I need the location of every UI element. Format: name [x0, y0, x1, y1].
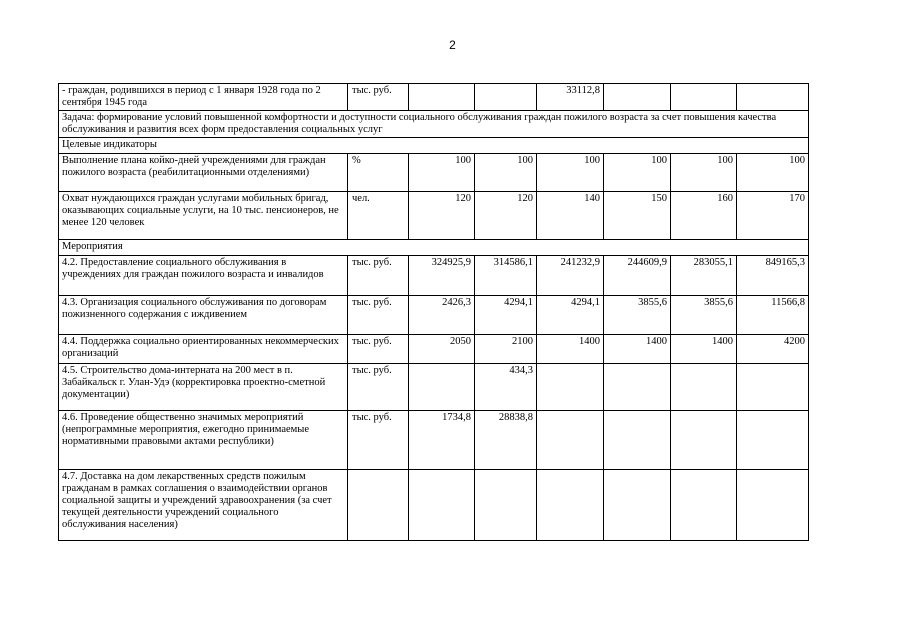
row-unit: чел. — [348, 192, 409, 240]
value-cell: 849165,3 — [737, 256, 809, 296]
value-cell: 28838,8 — [475, 411, 537, 470]
row-label: 4.7. Доставка на дом лекарственных средств пожилым гражданам в рамках соглашения о взаимодействии органов социальной защиты и учреждений здравоохранения (за счет текущей деятельности учреждений социального обслуживания населения) — [59, 470, 348, 541]
value-cell: 100 — [537, 154, 604, 192]
value-cell — [604, 364, 671, 411]
value-cell: 1400 — [537, 335, 604, 364]
row-label: 4.6. Проведение общественно значимых мероприятий (непрограммные мероприятия, ежегодно принимаемые нормативными правовыми актами республики) — [59, 411, 348, 470]
value-cell: 120 — [475, 192, 537, 240]
value-cell — [737, 364, 809, 411]
value-cell — [409, 470, 475, 541]
row-label: Выполнение плана койко-дней учреждениями для граждан пожилого возраста (реабилитационными отделениями) — [59, 154, 348, 192]
table-row — [59, 84, 809, 111]
program-table — [58, 83, 809, 541]
value-cell — [537, 470, 604, 541]
value-cell: 1400 — [604, 335, 671, 364]
row-label: 4.3. Организация социального обслуживания по договорам пожизненного содержания с иждивением — [59, 296, 348, 335]
row-unit: тыс. руб. — [348, 84, 409, 111]
row-label: 4.2. Предоставление социального обслуживания в учреждениях для граждан пожилого возраста и инвалидов — [59, 256, 348, 296]
value-cell: 150 — [604, 192, 671, 240]
section-title: Целевые индикаторы — [59, 138, 809, 154]
table-row — [59, 364, 809, 411]
table-row — [59, 154, 809, 192]
row-label: 4.4. Поддержка социально ориентированных некоммерческих организаций — [59, 335, 348, 364]
section-title: Мероприятия — [59, 240, 809, 256]
value-cell: 100 — [409, 154, 475, 192]
value-cell: 2050 — [409, 335, 475, 364]
table-row — [59, 296, 809, 335]
value-cell — [409, 364, 475, 411]
value-cell: 244609,9 — [604, 256, 671, 296]
value-cell — [409, 84, 475, 111]
value-cell — [737, 470, 809, 541]
value-cell: 140 — [537, 192, 604, 240]
value-cell: 100 — [671, 154, 737, 192]
value-cell: 324925,9 — [409, 256, 475, 296]
value-cell: 4294,1 — [537, 296, 604, 335]
value-cell: 283055,1 — [671, 256, 737, 296]
value-cell: 1400 — [671, 335, 737, 364]
row-unit: тыс. руб. — [348, 256, 409, 296]
table-row — [59, 411, 809, 470]
value-cell — [537, 364, 604, 411]
value-cell — [537, 411, 604, 470]
value-cell: 2100 — [475, 335, 537, 364]
value-cell — [671, 84, 737, 111]
value-cell: 314586,1 — [475, 256, 537, 296]
row-unit: тыс. руб. — [348, 335, 409, 364]
value-cell: 100 — [737, 154, 809, 192]
value-cell: 3855,6 — [671, 296, 737, 335]
task-row — [59, 111, 809, 138]
value-cell: 1734,8 — [409, 411, 475, 470]
value-cell: 33112,8 — [537, 84, 604, 111]
value-cell: 4200 — [737, 335, 809, 364]
section-row — [59, 240, 809, 256]
table-row — [59, 256, 809, 296]
value-cell — [604, 411, 671, 470]
value-cell — [475, 84, 537, 111]
value-cell: 170 — [737, 192, 809, 240]
row-label: 4.5. Строительство дома-интерната на 200 мест в п. Забайкальск г. Улан-Удэ (корректировка проектно-сметной документации) — [59, 364, 348, 411]
value-cell: 120 — [409, 192, 475, 240]
row-unit: тыс. руб. — [348, 364, 409, 411]
task-text: Задача: формирование условий повышенной комфортности и доступности социального обслуживания граждан пожилого возраста за счет повышения качества обслуживания и развития всех форм предоставления социальных услуг — [59, 111, 809, 138]
value-cell: 160 — [671, 192, 737, 240]
value-cell — [737, 411, 809, 470]
section-row — [59, 138, 809, 154]
table-row — [59, 192, 809, 240]
row-unit: тыс. руб. — [348, 411, 409, 470]
table-row — [59, 335, 809, 364]
value-cell — [737, 84, 809, 111]
row-unit: % — [348, 154, 409, 192]
value-cell: 3855,6 — [604, 296, 671, 335]
row-unit — [348, 470, 409, 541]
value-cell — [604, 84, 671, 111]
value-cell: 241232,9 — [537, 256, 604, 296]
value-cell — [671, 411, 737, 470]
value-cell: 2426,3 — [409, 296, 475, 335]
value-cell: 100 — [604, 154, 671, 192]
value-cell — [475, 470, 537, 541]
value-cell: 434,3 — [475, 364, 537, 411]
value-cell: 100 — [475, 154, 537, 192]
value-cell — [671, 364, 737, 411]
row-unit: тыс. руб. — [348, 296, 409, 335]
value-cell — [671, 470, 737, 541]
value-cell: 4294,1 — [475, 296, 537, 335]
page-number: 2 — [449, 38, 456, 52]
table-row — [59, 470, 809, 541]
row-label: Охват нуждающихся граждан услугами мобильных бригад, оказывающих социальные услуги, на 10 тыс. пенсионеров, не менее 120 человек — [59, 192, 348, 240]
value-cell: 11566,8 — [737, 296, 809, 335]
value-cell — [604, 470, 671, 541]
row-label: - граждан, родившихся в период с 1 января 1928 года по 2 сентября 1945 года — [59, 84, 348, 111]
